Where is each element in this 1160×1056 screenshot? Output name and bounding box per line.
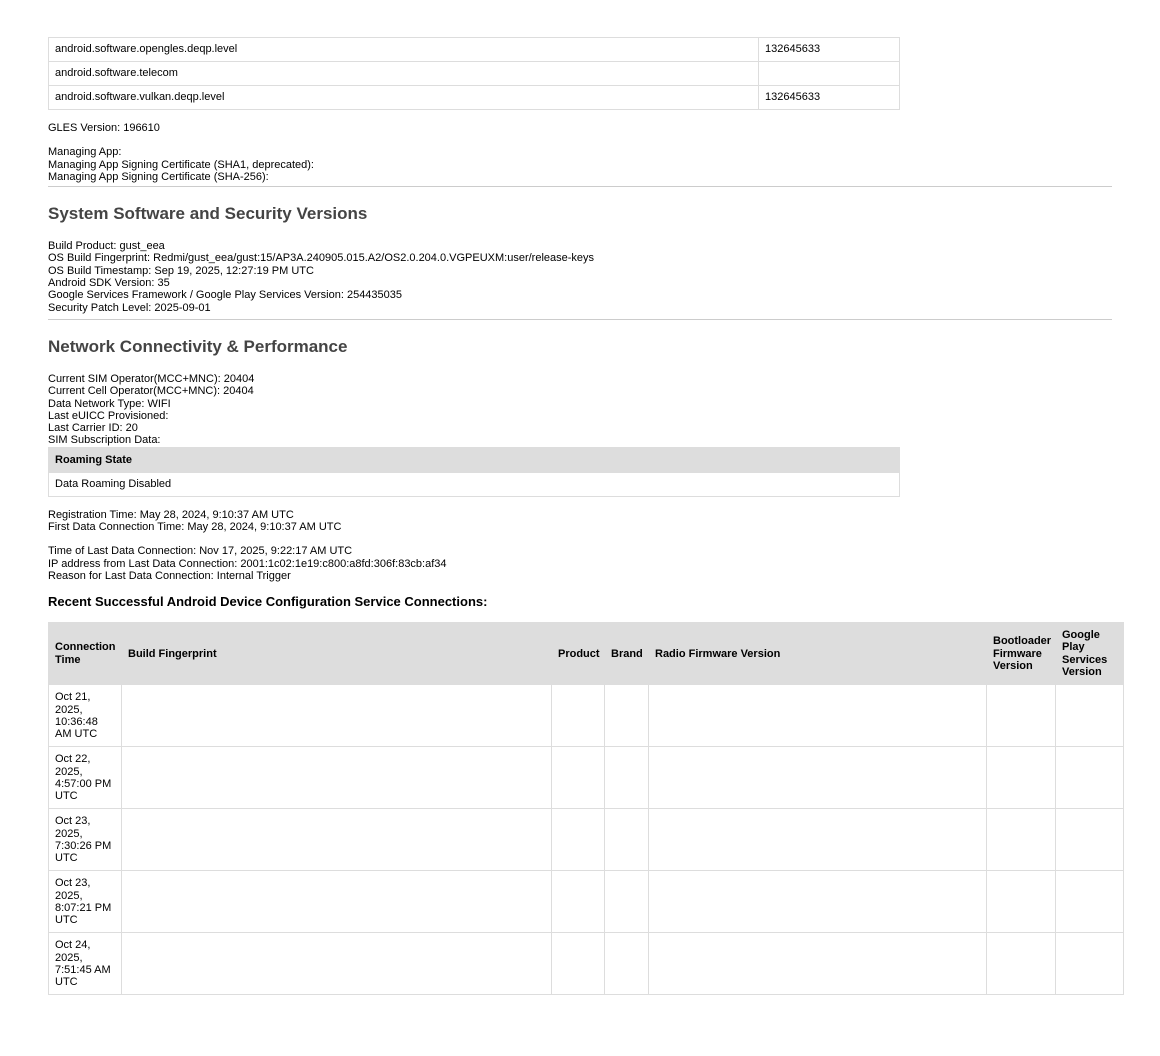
- system-features-table: [48, 37, 900, 110]
- android-sdk-version: Android SDK Version: 35: [48, 277, 170, 290]
- last-euicc-provisioned: Last eUICC Provisioned:: [48, 409, 169, 422]
- data-network-type: Data Network Type: WIFI: [48, 397, 171, 410]
- product-cell: [552, 871, 605, 933]
- managing-app: Managing App:: [48, 146, 122, 159]
- last-data-connection-time: Time of Last Data Connection: Nov 17, 2025, 9:22:17 AM UTC: [48, 545, 353, 558]
- roaming-state-header: Roaming State: [49, 447, 900, 472]
- product-cell: [552, 685, 605, 747]
- bootloader-firmware-cell: [987, 933, 1056, 995]
- bootloader-firmware-cell: [987, 871, 1056, 933]
- col-header-build-fingerprint: Build Fingerprint: [122, 623, 552, 685]
- cell-operator: Current Cell Operator(MCC+MNC): 20404: [48, 385, 254, 398]
- last-data-connection-ip: IP address from Last Data Connection: 2001:1c02:1e19:c800:a8fd:306f:83cb:af34: [48, 557, 447, 570]
- registration-time: Registration Time: May 28, 2024, 9:10:37 AM UTC: [48, 508, 294, 521]
- sim-subscription-data: SIM Subscription Data:: [48, 434, 161, 447]
- brand-cell: [605, 871, 649, 933]
- last-data-connection-reason: Reason for Last Data Connection: Internal Trigger: [48, 569, 291, 582]
- brand-cell: [605, 685, 649, 747]
- feature-value: [759, 62, 900, 86]
- connection-time-cell: Oct 22, 2025, 4:57:00 PM UTC: [49, 747, 122, 809]
- os-build-fingerprint: OS Build Fingerprint: Redmi/gust_eea/gust:15/AP3A.240905.015.A2/OS2.0.204.0.VGPEUXM:user/release-keys: [48, 252, 595, 265]
- radio-firmware-cell: [649, 685, 987, 747]
- product-cell: [552, 809, 605, 871]
- first-data-connection-time: First Data Connection Time: May 28, 2024, 9:10:37 AM UTC: [48, 521, 342, 534]
- build-fingerprint-cell: [122, 685, 552, 747]
- connection-time-cell: Oct 24, 2025, 7:51:45 AM UTC: [49, 933, 122, 995]
- feature-name: android.software.vulkan.deqp.level: [49, 86, 759, 110]
- feature-value: 132645633: [759, 38, 900, 62]
- col-header-bootloader-firmware: Bootloader Firmware Version: [987, 623, 1056, 685]
- feature-value: 132645633: [759, 86, 900, 110]
- section-title-network: Network Connectivity & Performance: [48, 336, 348, 356]
- last-carrier-id: Last Carrier ID: 20: [48, 422, 138, 435]
- build-fingerprint-cell: [122, 933, 552, 995]
- bootloader-firmware-cell: [987, 809, 1056, 871]
- brand-cell: [605, 809, 649, 871]
- col-header-connection-time: Connection Time: [49, 623, 122, 685]
- play-services-cell: [1056, 685, 1124, 747]
- connection-time-cell: Oct 21, 2025, 10:36:48 AM UTC: [49, 685, 122, 747]
- play-services-cell: [1056, 747, 1124, 809]
- table-row: [49, 747, 1124, 809]
- connections-title: Recent Successful Android Device Configuration Service Connections:: [48, 594, 488, 610]
- table-header-row: [49, 623, 1124, 685]
- table-row: [49, 933, 1124, 995]
- col-header-play-services: Google Play Services Version: [1056, 623, 1124, 685]
- managing-cert-sha1: Managing App Signing Certificate (SHA1, deprecated):: [48, 158, 314, 171]
- play-services-cell: [1056, 871, 1124, 933]
- bootloader-firmware-cell: [987, 685, 1056, 747]
- product-cell: [552, 747, 605, 809]
- radio-firmware-cell: [649, 871, 987, 933]
- device-details-page: [48, 37, 1123, 995]
- bootloader-firmware-cell: [987, 747, 1056, 809]
- table-row: [49, 472, 900, 496]
- build-product: Build Product: gust_eea: [48, 240, 165, 253]
- section-title-system: System Software and Security Versions: [48, 204, 368, 224]
- gsf-version: Google Services Framework / Google Play Services Version: 254435035: [48, 289, 403, 302]
- table-row: [49, 86, 900, 110]
- product-cell: [552, 933, 605, 995]
- table-row: [49, 685, 1124, 747]
- os-build-timestamp: OS Build Timestamp: Sep 19, 2025, 12:27:19 PM UTC: [48, 264, 314, 277]
- col-header-radio-firmware: Radio Firmware Version: [649, 623, 987, 685]
- play-services-cell: [1056, 809, 1124, 871]
- col-header-brand: Brand: [605, 623, 649, 685]
- brand-cell: [605, 933, 649, 995]
- build-fingerprint-cell: [122, 871, 552, 933]
- connections-table: [48, 622, 1124, 995]
- radio-firmware-cell: [649, 809, 987, 871]
- build-fingerprint-cell: [122, 747, 552, 809]
- roaming-state-value: Data Roaming Disabled: [49, 472, 900, 496]
- radio-firmware-cell: [649, 747, 987, 809]
- security-patch-level: Security Patch Level: 2025-09-01: [48, 301, 211, 314]
- table-row: [49, 62, 900, 86]
- build-fingerprint-cell: [122, 809, 552, 871]
- connection-time-cell: Oct 23, 2025, 8:07:21 PM UTC: [49, 871, 122, 933]
- gles-version: GLES Version: 196610: [48, 122, 160, 134]
- managing-cert-sha256: Managing App Signing Certificate (SHA-256):: [48, 170, 269, 183]
- table-row: [49, 871, 1124, 933]
- feature-name: android.software.telecom: [49, 62, 759, 86]
- radio-firmware-cell: [649, 933, 987, 995]
- sim-operator: Current SIM Operator(MCC+MNC): 20404: [48, 372, 255, 385]
- feature-name: android.software.opengles.deqp.level: [49, 38, 759, 62]
- col-header-product: Product: [552, 623, 605, 685]
- roaming-table: [48, 447, 900, 497]
- table-row: [49, 809, 1124, 871]
- table-row: [49, 38, 900, 62]
- play-services-cell: [1056, 933, 1124, 995]
- table-header-row: [49, 447, 900, 472]
- connection-time-cell: Oct 23, 2025, 7:30:26 PM UTC: [49, 809, 122, 871]
- brand-cell: [605, 747, 649, 809]
